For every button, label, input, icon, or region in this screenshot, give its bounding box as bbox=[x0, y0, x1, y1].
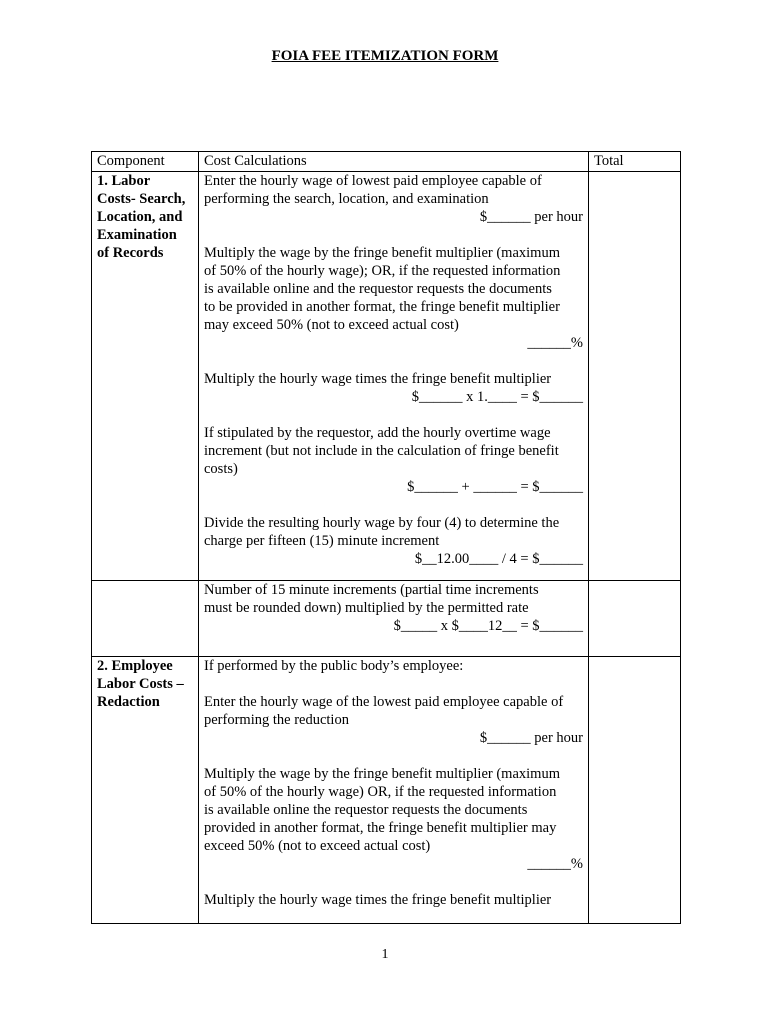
total-labor-search[interactable] bbox=[589, 172, 681, 581]
calc-labor-search bbox=[199, 172, 589, 581]
component-line: 2. Employee bbox=[97, 658, 173, 674]
text-line: Enter the hourly wage of the lowest paid employee capable of bbox=[204, 694, 564, 710]
header-component: Component bbox=[92, 152, 199, 172]
hourly-wage-field[interactable]: $______ per hour bbox=[479, 209, 583, 225]
text-line: costs) bbox=[204, 461, 238, 477]
component-line: 1. Labor bbox=[97, 173, 151, 189]
text-line: Multiply the wage by the fringe benefit multiplier (maximum bbox=[204, 245, 560, 261]
text-line: Enter the hourly wage of lowest paid employee capable of bbox=[204, 173, 542, 189]
text-line: provided in another format, the fringe benefit multiplier may bbox=[204, 820, 557, 836]
component-line: Redaction bbox=[97, 694, 160, 710]
text-line: Number of 15 minute increments (partial time increments bbox=[204, 582, 539, 598]
text-line: is available online the requestor requests the documents bbox=[204, 802, 528, 818]
multiplied-wage-field[interactable]: $______ x 1.____ = $______ bbox=[411, 389, 583, 405]
text-line: exceed 50% (not to exceed actual cost) bbox=[204, 838, 431, 854]
calc-increments bbox=[199, 581, 589, 657]
text-line: Multiply the wage by the fringe benefit multiplier (maximum bbox=[204, 766, 560, 782]
component-line: Labor Costs – bbox=[97, 676, 184, 692]
component-empty bbox=[92, 581, 199, 657]
text-line: If stipulated by the requestor, add the hourly overtime wage bbox=[204, 425, 551, 441]
redaction-wage-field[interactable]: $______ per hour bbox=[479, 730, 583, 746]
total-redaction[interactable] bbox=[589, 657, 681, 924]
text-line: is available online and the requestor requests the documents bbox=[204, 281, 552, 297]
table-row-labor-search bbox=[92, 172, 681, 581]
component-line: Location, and bbox=[97, 209, 183, 225]
text-line: of 50% of the hourly wage) OR, if the requested information bbox=[204, 784, 557, 800]
component-labor-search bbox=[92, 172, 199, 581]
total-increments[interactable] bbox=[589, 581, 681, 657]
overtime-field[interactable]: $______ + ______ = $______ bbox=[407, 479, 583, 495]
text-line: charge per fifteen (15) minute increment bbox=[204, 533, 440, 549]
header-cost-calculations: Cost Calculations bbox=[199, 152, 589, 172]
table-row-increments bbox=[92, 581, 681, 657]
component-line: Costs- Search, bbox=[97, 191, 186, 207]
text-line: may exceed 50% (not to exceed actual cost) bbox=[204, 317, 459, 333]
page-number: 1 bbox=[381, 947, 389, 962]
text-line: Multiply the hourly wage times the fringe benefit multiplier bbox=[204, 892, 552, 908]
table-header-row bbox=[92, 152, 681, 172]
quarter-hour-rate-field[interactable]: $__12.00____ / 4 = $______ bbox=[414, 551, 583, 567]
increments-field[interactable]: $_____ x $____12__ = $______ bbox=[393, 618, 583, 634]
fringe-percent-field[interactable]: ______% bbox=[527, 335, 583, 351]
redaction-percent-field[interactable]: ______% bbox=[527, 856, 583, 872]
text-line: performing the search, location, and examination bbox=[204, 191, 489, 207]
fee-itemization-table bbox=[91, 151, 681, 924]
calc-redaction bbox=[199, 657, 589, 924]
header-total: Total bbox=[589, 152, 681, 172]
component-line: of Records bbox=[97, 245, 164, 261]
text-line: must be rounded down) multiplied by the permitted rate bbox=[204, 600, 529, 616]
text-line: Multiply the hourly wage times the fringe benefit multiplier bbox=[204, 371, 552, 387]
text-line: If performed by the public body’s employee: bbox=[204, 658, 464, 674]
text-line: increment (but not include in the calculation of fringe benefit bbox=[204, 443, 559, 459]
text-line: to be provided in another format, the fringe benefit multiplier bbox=[204, 299, 560, 315]
form-title: FOIA FEE ITEMIZATION FORM bbox=[271, 48, 499, 64]
table-row-redaction bbox=[92, 657, 681, 924]
component-line: Examination bbox=[97, 227, 177, 243]
text-line: Divide the resulting hourly wage by four (4) to determine the bbox=[204, 515, 560, 531]
text-line: performing the reduction bbox=[204, 712, 349, 728]
component-redaction bbox=[92, 657, 199, 924]
text-line: of 50% of the hourly wage); OR, if the requested information bbox=[204, 263, 561, 279]
